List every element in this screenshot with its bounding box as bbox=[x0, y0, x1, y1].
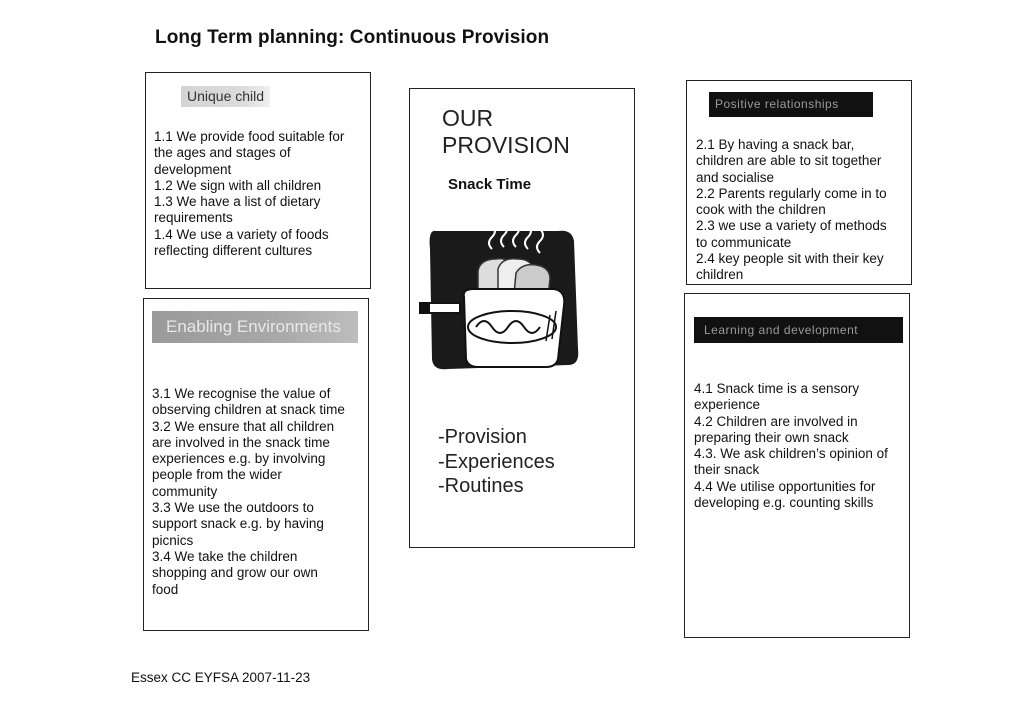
unique-child-heading: Unique child bbox=[181, 86, 270, 107]
enabling-environments-text bbox=[152, 386, 364, 598]
list-item-provision: -Provision bbox=[438, 426, 527, 448]
text-line: 1.3 We have a list of dietary bbox=[154, 194, 321, 210]
enabling-environments-box bbox=[143, 298, 369, 631]
text-line: cook with the children bbox=[696, 202, 826, 218]
text-line: development bbox=[154, 161, 232, 177]
text-line: 3.1 We recognise the value of bbox=[152, 386, 331, 401]
text-line: requirements bbox=[154, 210, 233, 226]
footer-source: Essex CC EYFSA 2007-11-23 bbox=[131, 670, 311, 685]
provision-list bbox=[438, 425, 555, 499]
text-line: shopping and grow our own bbox=[152, 565, 318, 581]
text-line: are involved in the snack time bbox=[152, 434, 330, 450]
learning-development-heading: Learning and development bbox=[694, 317, 903, 343]
text-line: children are able to sit together bbox=[696, 153, 882, 169]
text-line: children bbox=[696, 267, 744, 283]
snack-time-subtitle: Snack Time bbox=[448, 176, 532, 193]
text-line: and socialise bbox=[696, 169, 775, 185]
list-item-routines: -Routines bbox=[438, 475, 524, 497]
unique-child-box bbox=[145, 72, 371, 289]
text-line: 2.2 Parents regularly come in to bbox=[696, 185, 887, 201]
text-line: support snack e.g. by having bbox=[152, 516, 324, 532]
text-line: observing children at snack time bbox=[152, 402, 345, 418]
text-line: 2.3 we use a variety of methods bbox=[696, 218, 887, 234]
positive-relationships-heading: Positive relationships bbox=[709, 92, 873, 117]
positive-relationships-box bbox=[686, 80, 912, 285]
text-line: experiences e.g. by involving bbox=[152, 451, 326, 467]
text-line: reflecting different cultures bbox=[154, 243, 313, 259]
text-line: 2.4 key people sit with their key bbox=[696, 251, 884, 267]
text-line: 3.4 We take the children bbox=[152, 548, 298, 564]
unique-child-text bbox=[154, 129, 366, 259]
text-line: 3.3 We use the outdoors to bbox=[152, 500, 314, 516]
text-line: 4.3. We ask children’s opinion of bbox=[694, 446, 888, 462]
list-item-experiences: -Experiences bbox=[438, 450, 555, 473]
positive-relationships-text bbox=[696, 137, 908, 284]
our-provision-box bbox=[409, 88, 635, 548]
enabling-environments-heading: Enabling Environments bbox=[152, 311, 358, 343]
text-line: 4.1 Snack time is a sensory bbox=[694, 381, 860, 396]
heading-line-provision: PROVISION bbox=[442, 132, 570, 158]
text-line: 1.2 We sign with all children bbox=[154, 177, 322, 193]
text-line: 1.1 We provide food suitable for bbox=[154, 129, 345, 144]
text-line: 1.4 We use a variety of foods bbox=[154, 226, 329, 242]
learning-development-box bbox=[684, 293, 910, 638]
toaster-illustration bbox=[418, 219, 583, 384]
text-line: picnics bbox=[152, 532, 194, 548]
text-line: 2.1 By having a snack bar, bbox=[696, 137, 855, 152]
page-title: Long Term planning: Continuous Provision bbox=[155, 27, 550, 48]
learning-development-text bbox=[694, 381, 906, 511]
text-line: 3.2 We ensure that all children bbox=[152, 418, 335, 434]
text-line: 4.4 We utilise opportunities for bbox=[694, 478, 876, 494]
text-line: to communicate bbox=[696, 234, 792, 250]
toaster-icon bbox=[418, 219, 583, 379]
text-line: developing e.g. counting skills bbox=[694, 495, 874, 511]
text-line: community bbox=[152, 483, 218, 499]
text-line: preparing their own snack bbox=[694, 429, 849, 445]
text-line: experience bbox=[694, 397, 761, 413]
our-provision-heading bbox=[442, 105, 570, 159]
text-line: food bbox=[152, 581, 179, 597]
text-line: the ages and stages of bbox=[154, 145, 291, 161]
text-line: 4.2 Children are involved in bbox=[694, 413, 858, 429]
heading-line-our: OUR bbox=[442, 105, 494, 131]
text-line: their snack bbox=[694, 462, 760, 478]
text-line: people from the wider bbox=[152, 467, 282, 483]
